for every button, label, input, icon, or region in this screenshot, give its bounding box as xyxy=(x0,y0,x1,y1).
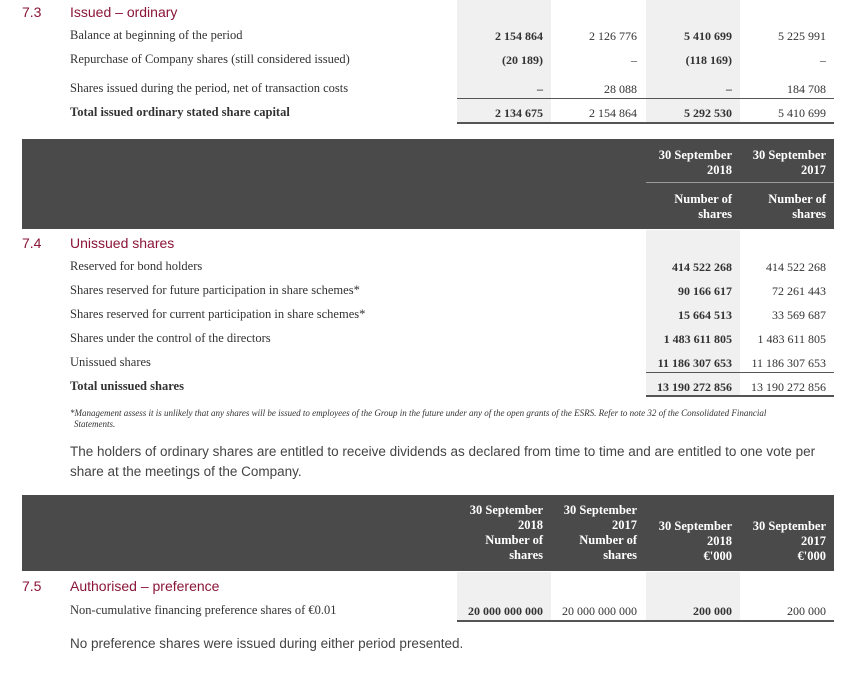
cell-value: (20 189) xyxy=(502,53,543,67)
cell-value: – xyxy=(537,82,543,96)
total-value: 2 134 675 xyxy=(495,106,543,120)
cell-value: 20 000 000 000 xyxy=(468,604,543,618)
cell-value: 1 483 611 805 xyxy=(757,332,826,346)
total-row-label: Total unissued shares xyxy=(70,379,184,393)
cell-value: (118 169) xyxy=(685,53,732,67)
section-number-7-5: 7.5 xyxy=(22,578,42,594)
row-label: Shares reserved for current participation in share schemes* xyxy=(70,307,366,321)
cell-value: 414 522 268 xyxy=(766,260,826,274)
section-title-unissued-shares: Unissued shares xyxy=(70,235,175,251)
row-label: Repurchase of Company shares (still considered issued) xyxy=(70,52,350,66)
section-title-issued-ordinary: Issued – ordinary xyxy=(70,4,178,20)
subtotal-rule xyxy=(646,372,834,373)
total-rule xyxy=(457,122,834,124)
row-label: Shares reserved for future participation in share schemes* xyxy=(70,283,360,297)
total-value: 5 410 699 xyxy=(778,106,826,120)
section-number-7-4: 7.4 xyxy=(22,235,42,251)
cell-value: 2 154 864 xyxy=(495,29,543,43)
row-label: Reserved for bond holders xyxy=(70,259,203,273)
row-label: Non-cumulative financing preference shares of €0.01 xyxy=(70,603,337,617)
cell-value: 72 261 443 xyxy=(772,284,826,298)
cell-value: 1 483 611 805 xyxy=(663,332,732,346)
header-col-2018-shares: 30 September 2018 Number of shares xyxy=(469,503,543,562)
total-rule xyxy=(457,620,834,622)
dividend-paragraph: The holders of ordinary shares are entitled to receive dividends as declared from time to time and are entitled to one vote per share at the meetings of the Company. xyxy=(70,444,816,479)
cell-value: 15 664 513 xyxy=(678,308,732,322)
header-col-2017-shares: 30 September 2017 Number of shares xyxy=(563,503,637,562)
preference-paragraph: No preference shares were issued during either period presented. xyxy=(70,636,464,651)
cell-value: – xyxy=(820,53,826,67)
row-label: Balance at beginning of the period xyxy=(70,28,243,42)
header-col-2018-value: 30 September 2018 €'000 xyxy=(658,519,732,563)
header-divider xyxy=(646,182,834,183)
cell-value: 414 522 268 xyxy=(672,260,732,274)
cell-value: 5 225 991 xyxy=(778,29,826,43)
cell-value: 33 569 687 xyxy=(772,308,826,322)
cell-value: 184 708 xyxy=(787,82,826,96)
total-rule xyxy=(646,395,834,397)
row-label: Shares issued during the period, net of transaction costs xyxy=(70,81,349,95)
header-unit-2017: Number of shares xyxy=(768,192,826,221)
total-value: 5 292 530 xyxy=(684,106,732,120)
row-label: Unissued shares xyxy=(70,355,151,369)
cell-value: 200 000 xyxy=(787,604,826,618)
header-unit-2018: Number of shares xyxy=(674,192,732,221)
cell-value: – xyxy=(631,53,637,67)
total-row-label: Total issued ordinary stated share capital xyxy=(70,105,290,119)
cell-value: 5 410 699 xyxy=(684,29,732,43)
subtotal-rule xyxy=(457,98,834,99)
cell-value: 200 000 xyxy=(693,604,732,618)
row-label: Shares under the control of the directors xyxy=(70,331,271,345)
cell-value: – xyxy=(726,82,732,96)
cell-value: 11 186 307 653 xyxy=(657,356,732,370)
total-value: 2 154 864 xyxy=(589,106,637,120)
footnote: *Management assess it is unlikely that any shares will be issued to employees of the Group in the future under any of the open grants of the ESRS. Refer to note 32 of the Consolidated Financial Statements. xyxy=(70,408,767,429)
cell-value: 90 166 617 xyxy=(678,284,732,298)
cell-value: 2 126 776 xyxy=(589,29,637,43)
header-col-2017-value: 30 September 2017 €'000 xyxy=(752,519,826,563)
header-col-2017: 30 September 2017 xyxy=(752,148,826,177)
section-number-7-3: 7.3 xyxy=(22,4,42,20)
total-value: 13 190 272 856 xyxy=(751,380,826,394)
header-col-2018: 30 September 2018 xyxy=(658,148,732,177)
cell-value: 20 000 000 000 xyxy=(562,604,637,618)
section-title-authorised-preference: Authorised – preference xyxy=(70,578,220,594)
total-value: 13 190 272 856 xyxy=(657,380,732,394)
cell-value: 28 088 xyxy=(604,82,637,96)
cell-value: 11 186 307 653 xyxy=(751,356,826,370)
